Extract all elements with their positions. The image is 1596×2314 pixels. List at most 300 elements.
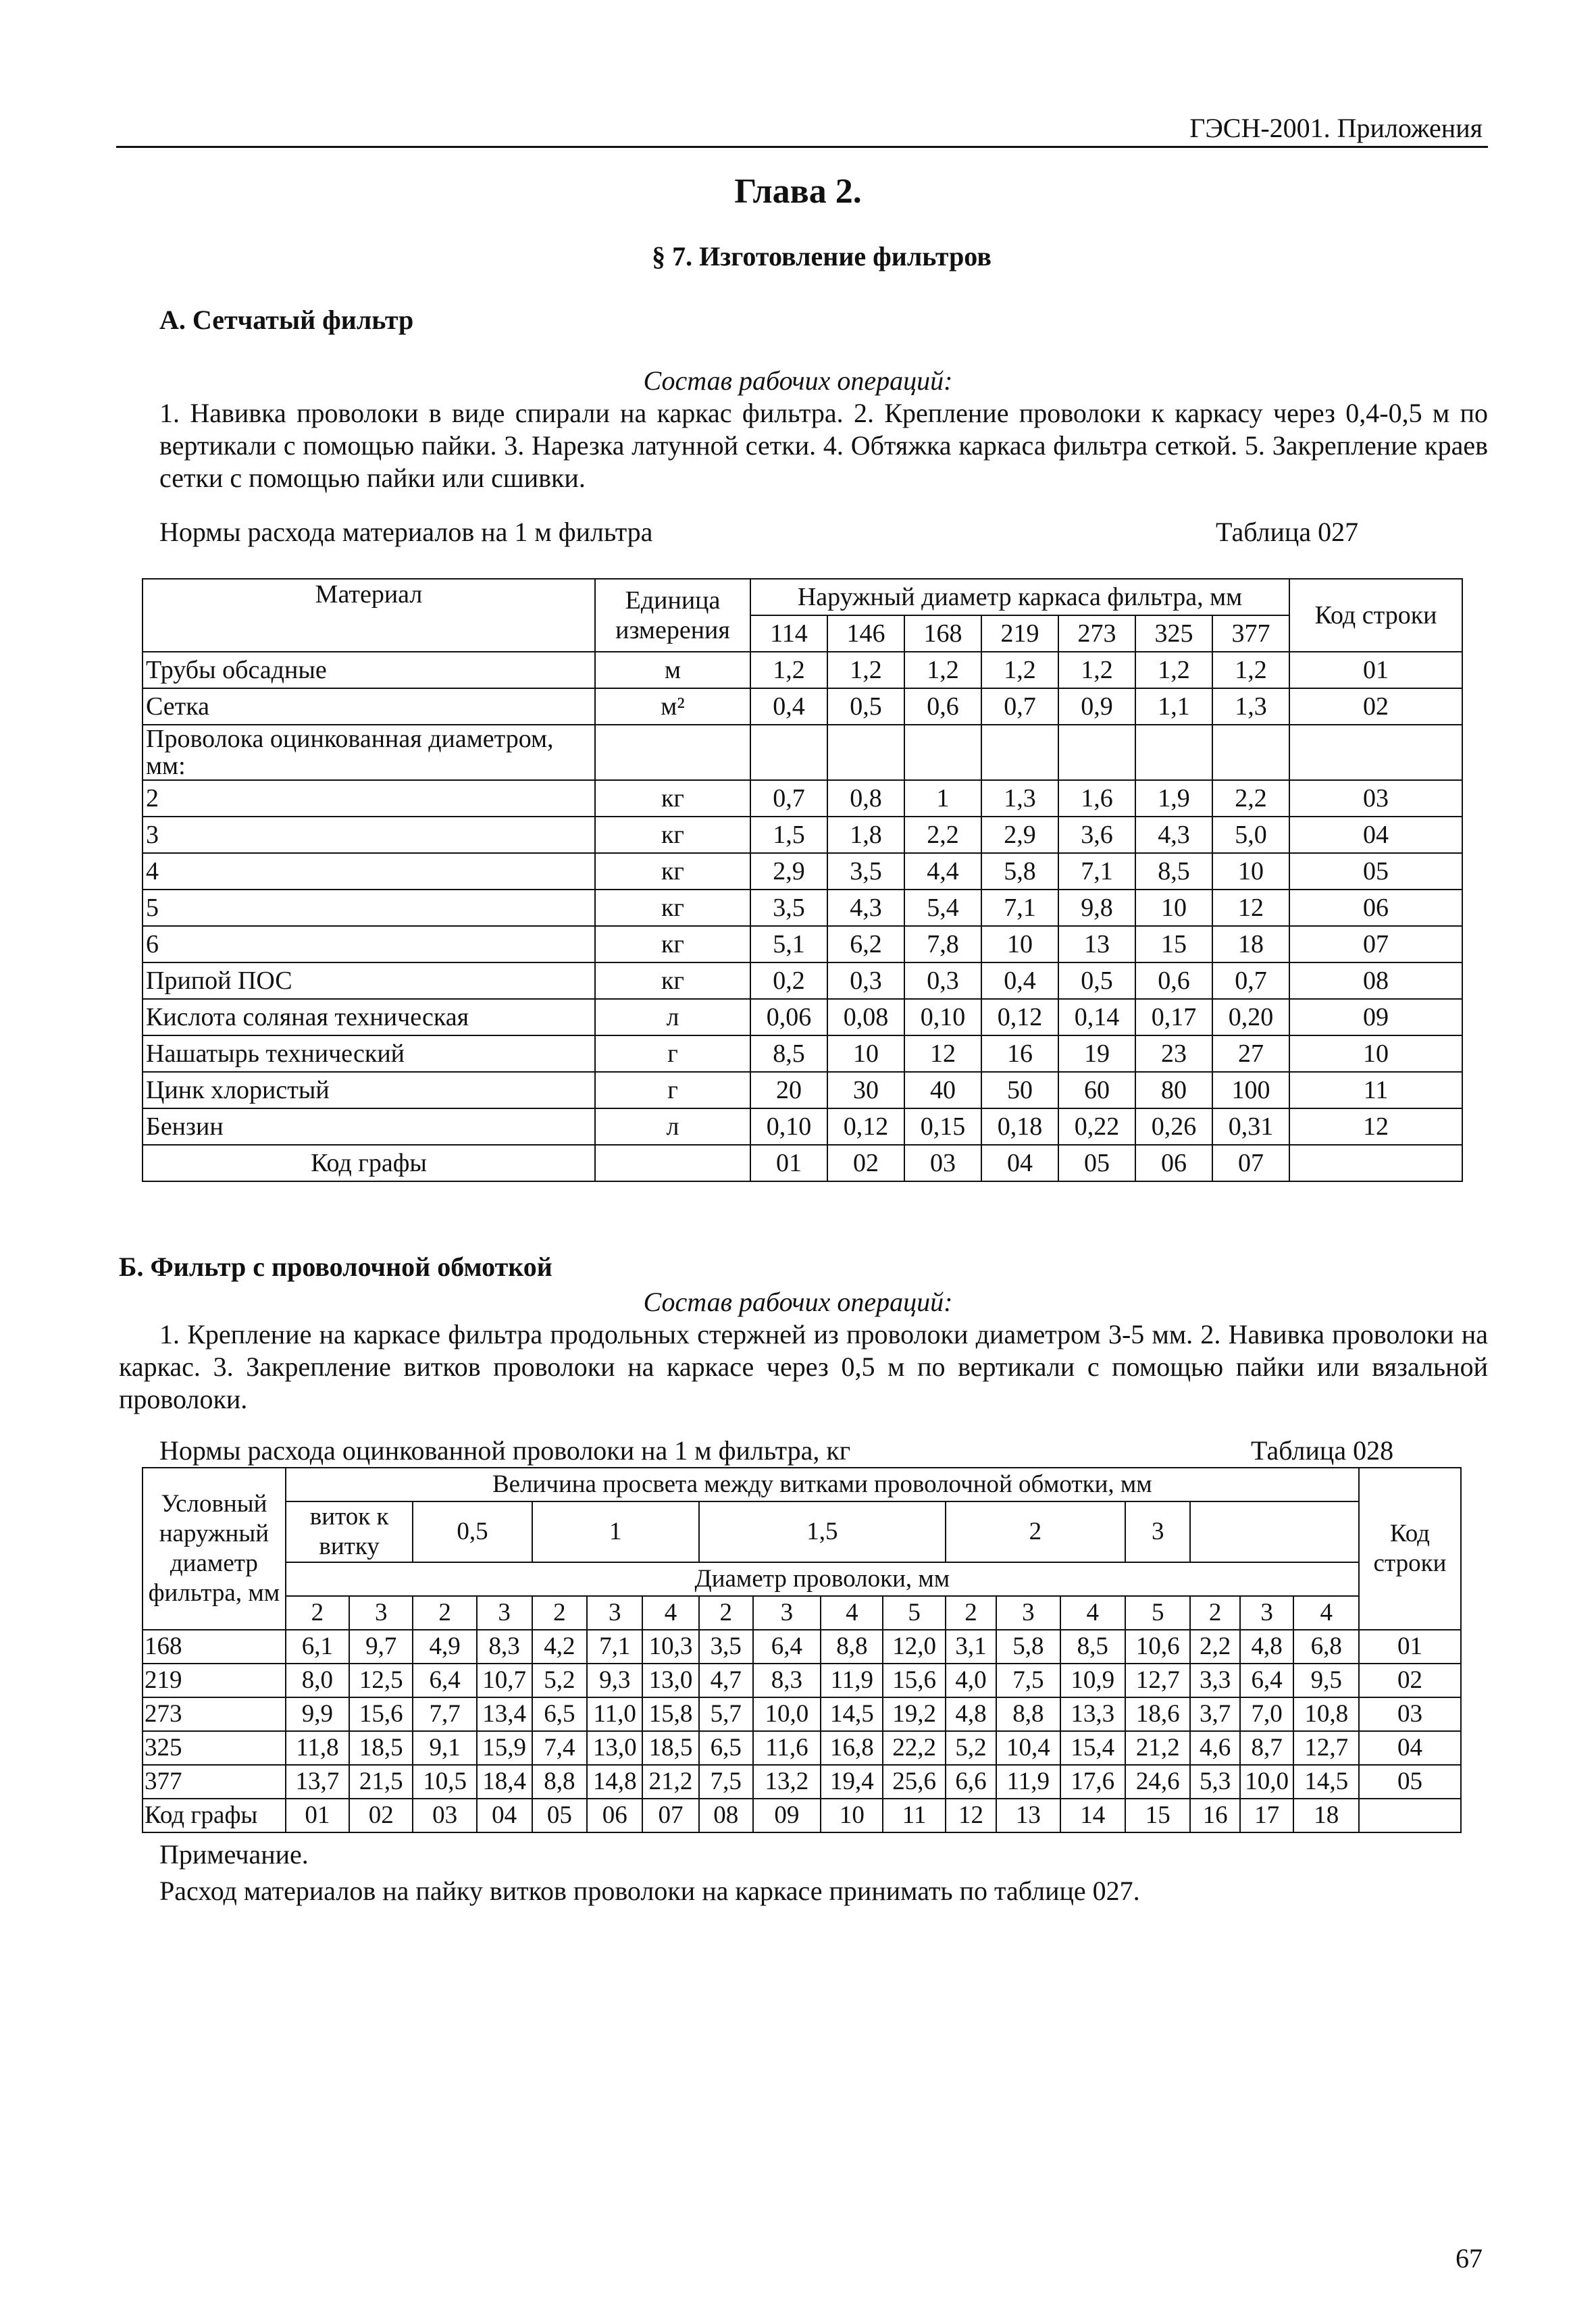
value-cell: 18,5 xyxy=(349,1731,413,1765)
value-cell: 15,6 xyxy=(349,1697,413,1731)
value-cell: 24,6 xyxy=(1125,1765,1190,1799)
row-code-cell: 05 xyxy=(1289,853,1462,890)
column-code-cell: 08 xyxy=(699,1799,753,1832)
value-cell: 0,06 xyxy=(750,999,827,1035)
value-cell: 15,9 xyxy=(477,1731,532,1765)
value-cell: 19,2 xyxy=(883,1697,945,1731)
table-028 xyxy=(142,1467,1462,1833)
value-cell xyxy=(750,725,827,780)
chapter-title: Глава 2. xyxy=(734,172,862,211)
value-cell: 1,2 xyxy=(981,652,1058,688)
header-nominal-diameter: Условный наружный диаметр фильтра, мм xyxy=(143,1468,286,1630)
value-cell: 8,3 xyxy=(753,1664,821,1697)
wire-diameter-header: 5 xyxy=(883,1596,945,1630)
row-code-cell: 09 xyxy=(1289,999,1462,1035)
wire-diameter-header: 2 xyxy=(532,1596,588,1630)
value-cell: 0,20 xyxy=(1212,999,1289,1035)
value-cell xyxy=(981,725,1058,780)
value-cell: 1,2 xyxy=(1135,652,1212,688)
value-cell: 8,0 xyxy=(286,1664,349,1697)
value-cell: 6,6 xyxy=(946,1765,996,1799)
value-cell: 4,0 xyxy=(946,1664,996,1697)
value-cell: 4,6 xyxy=(1190,1731,1239,1765)
value-cell: 2,9 xyxy=(750,853,827,890)
value-cell: 7,5 xyxy=(996,1664,1060,1697)
column-code-cell: 03 xyxy=(904,1145,981,1181)
value-cell: 5,1 xyxy=(750,926,827,962)
nominal-diameter-cell: 377 xyxy=(143,1765,286,1799)
column-code-cell: 07 xyxy=(642,1799,699,1832)
nominal-diameter-cell: 273 xyxy=(143,1697,286,1731)
column-code-cell: 07 xyxy=(1212,1145,1289,1181)
row-code-cell: 01 xyxy=(1289,652,1462,688)
value-cell: 10 xyxy=(1135,890,1212,926)
material-cell: 4 xyxy=(143,853,595,890)
wire-diameter-header: 3 xyxy=(1240,1596,1294,1630)
value-cell: 10,8 xyxy=(1293,1697,1359,1731)
value-cell: 12 xyxy=(904,1035,981,1072)
value-cell: 4,2 xyxy=(532,1630,588,1664)
column-code-cell: 01 xyxy=(286,1799,349,1832)
value-cell: 5,0 xyxy=(1212,817,1289,853)
value-cell: 1,2 xyxy=(827,652,904,688)
value-cell: 14,5 xyxy=(1293,1765,1359,1799)
value-cell: 10 xyxy=(827,1035,904,1072)
value-cell: 0,7 xyxy=(981,688,1058,725)
value-cell: 3,5 xyxy=(750,890,827,926)
value-cell: 3,3 xyxy=(1190,1664,1239,1697)
table-row xyxy=(143,1765,1461,1799)
row-code-cell: 07 xyxy=(1289,926,1462,962)
value-cell: 6,4 xyxy=(413,1664,476,1697)
material-cell: 2 xyxy=(143,780,595,817)
row-code-cell: 11 xyxy=(1289,1072,1462,1108)
value-cell: 4,3 xyxy=(1135,817,1212,853)
value-cell: 11,0 xyxy=(587,1697,642,1731)
nominal-diameter-cell: 219 xyxy=(143,1664,286,1697)
value-cell: 8,8 xyxy=(996,1697,1060,1731)
value-cell: 3,7 xyxy=(1190,1697,1239,1731)
wire-diameter-header: 3 xyxy=(996,1596,1060,1630)
wire-diameter-header: 2 xyxy=(1190,1596,1239,1630)
header-material: Материал xyxy=(143,579,595,652)
material-cell: Кислота соляная техническая xyxy=(143,999,595,1035)
value-cell: 7,1 xyxy=(587,1630,642,1664)
value-cell: 2,9 xyxy=(981,817,1058,853)
wire-diameter-header: 2 xyxy=(946,1596,996,1630)
column-code-cell: 04 xyxy=(981,1145,1058,1181)
value-cell: 1,3 xyxy=(981,780,1058,817)
column-code-cell: 09 xyxy=(753,1799,821,1832)
diameter-header: 273 xyxy=(1058,615,1135,652)
value-cell: 15,6 xyxy=(883,1664,945,1697)
column-code-cell: 05 xyxy=(532,1799,588,1832)
wire-diameter-header: 3 xyxy=(753,1596,821,1630)
value-cell: 0,7 xyxy=(750,780,827,817)
wire-diameter-header: 3 xyxy=(477,1596,532,1630)
table-row xyxy=(143,817,1462,853)
value-cell: 9,5 xyxy=(1293,1664,1359,1697)
column-code-cell: 04 xyxy=(477,1799,532,1832)
value-cell: 7,5 xyxy=(699,1765,753,1799)
value-cell: 10,5 xyxy=(413,1765,476,1799)
value-cell: 4,9 xyxy=(413,1630,476,1664)
running-title: ГЭСН-2001. Приложения xyxy=(1189,113,1483,143)
table-row xyxy=(143,1072,1462,1108)
value-cell: 0,12 xyxy=(827,1108,904,1145)
row-code-cell xyxy=(1289,725,1462,780)
value-cell: 5,2 xyxy=(532,1664,588,1697)
value-cell: 0,2 xyxy=(750,962,827,999)
value-cell: 0,12 xyxy=(981,999,1058,1035)
table-row xyxy=(143,688,1462,725)
gap-header: 1,5 xyxy=(699,1501,946,1562)
footer-empty xyxy=(1289,1145,1462,1181)
header-wire-diameter: Диаметр проволоки, мм xyxy=(286,1562,1359,1596)
value-cell: 5,8 xyxy=(996,1630,1060,1664)
value-cell: 25,6 xyxy=(883,1765,945,1799)
value-cell: 0,3 xyxy=(904,962,981,999)
value-cell: 5,4 xyxy=(904,890,981,926)
value-cell: 1,5 xyxy=(750,817,827,853)
column-code-cell: 17 xyxy=(1240,1799,1294,1832)
section-title: § 7. Изготовление фильтров xyxy=(652,241,992,272)
value-cell: 8,5 xyxy=(750,1035,827,1072)
value-cell: 12,0 xyxy=(883,1630,945,1664)
value-cell: 21,2 xyxy=(1125,1731,1190,1765)
unit-cell: г xyxy=(595,1035,750,1072)
value-cell xyxy=(827,725,904,780)
value-cell: 9,7 xyxy=(349,1630,413,1664)
diameter-header: 325 xyxy=(1135,615,1212,652)
value-cell: 6,5 xyxy=(532,1697,588,1731)
value-cell: 1,6 xyxy=(1058,780,1135,817)
column-code-cell: 03 xyxy=(413,1799,476,1832)
value-cell: 16,8 xyxy=(821,1731,883,1765)
gap-header: 0,5 xyxy=(413,1501,532,1562)
value-cell: 16 xyxy=(981,1035,1058,1072)
value-cell: 8,7 xyxy=(1240,1731,1294,1765)
value-cell: 8,5 xyxy=(1135,853,1212,890)
value-cell: 10,9 xyxy=(1060,1664,1125,1697)
diameter-header: 377 xyxy=(1212,615,1289,652)
value-cell: 0,14 xyxy=(1058,999,1135,1035)
table-027 xyxy=(142,578,1463,1182)
value-cell: 8,3 xyxy=(477,1630,532,1664)
value-cell xyxy=(1058,725,1135,780)
unit-cell: кг xyxy=(595,962,750,999)
row-code-cell: 04 xyxy=(1289,817,1462,853)
header-diameter: Наружный диаметр каркаса фильтра, мм xyxy=(750,579,1289,615)
value-cell: 20 xyxy=(750,1072,827,1108)
value-cell: 4,4 xyxy=(904,853,981,890)
part-b-ops-text: 1. Крепление на каркасе фильтра продольных стержней из проволоки диаметром 3-5 мм. 2. Навивка проволоки на каркас. 3. Закрепление витков проволоки на каркасе через 0,5 м по вертикали с помощью пайки или вязальной проволоки. xyxy=(119,1319,1488,1414)
gap-header: 3 xyxy=(1125,1501,1190,1562)
value-cell: 9,9 xyxy=(286,1697,349,1731)
value-cell: 10 xyxy=(1212,853,1289,890)
row-code-cell: 02 xyxy=(1289,688,1462,725)
diameter-header: 168 xyxy=(904,615,981,652)
header-code: Код строки xyxy=(1359,1468,1461,1630)
material-cell: 5 xyxy=(143,890,595,926)
value-cell: 15,4 xyxy=(1060,1731,1125,1765)
material-cell: Нашатырь технический xyxy=(143,1035,595,1072)
value-cell: 0,22 xyxy=(1058,1108,1135,1145)
value-cell: 4,8 xyxy=(1240,1630,1294,1664)
value-cell: 0,18 xyxy=(981,1108,1058,1145)
table-row xyxy=(143,1664,1461,1697)
value-cell: 5,8 xyxy=(981,853,1058,890)
value-cell: 19,4 xyxy=(821,1765,883,1799)
value-cell: 0,17 xyxy=(1135,999,1212,1035)
value-cell: 11,9 xyxy=(996,1765,1060,1799)
unit-cell: л xyxy=(595,999,750,1035)
unit-cell: м² xyxy=(595,688,750,725)
value-cell: 4,7 xyxy=(699,1664,753,1697)
value-cell: 18,6 xyxy=(1125,1697,1190,1731)
header-unit: Единица измерения xyxy=(595,579,750,652)
value-cell: 9,3 xyxy=(587,1664,642,1697)
value-cell: 100 xyxy=(1212,1072,1289,1108)
value-cell: 10,6 xyxy=(1125,1630,1190,1664)
value-cell: 5,2 xyxy=(946,1731,996,1765)
value-cell: 11,8 xyxy=(286,1731,349,1765)
table-027-caption: Нормы расхода материалов на 1 м фильтра xyxy=(159,517,653,547)
table-028-number: Таблица 028 xyxy=(1251,1435,1394,1466)
value-cell: 14,8 xyxy=(587,1765,642,1799)
value-cell: 11,6 xyxy=(753,1731,821,1765)
column-code-cell: 18 xyxy=(1293,1799,1359,1832)
row-code-cell: 03 xyxy=(1289,780,1462,817)
column-code-cell: 10 xyxy=(821,1799,883,1832)
value-cell: 12,7 xyxy=(1293,1731,1359,1765)
value-cell: 9,1 xyxy=(413,1731,476,1765)
footer-label: Код графы xyxy=(143,1799,286,1832)
table-row xyxy=(143,1035,1462,1072)
column-code-cell: 06 xyxy=(1135,1145,1212,1181)
value-cell: 0,3 xyxy=(827,962,904,999)
part-a-title: А. Сетчатый фильтр xyxy=(159,305,414,335)
value-cell: 3,1 xyxy=(946,1630,996,1664)
value-cell: 27 xyxy=(1212,1035,1289,1072)
column-code-cell: 12 xyxy=(946,1799,996,1832)
value-cell: 10,0 xyxy=(753,1697,821,1731)
value-cell: 12,7 xyxy=(1125,1664,1190,1697)
nominal-diameter-cell: 325 xyxy=(143,1731,286,1765)
value-cell: 0,5 xyxy=(827,688,904,725)
table-row xyxy=(143,1108,1462,1145)
material-cell: Припой ПОС xyxy=(143,962,595,999)
unit-cell: кг xyxy=(595,817,750,853)
material-cell: 3 xyxy=(143,817,595,853)
value-cell: 0,31 xyxy=(1212,1108,1289,1145)
value-cell: 11,9 xyxy=(821,1664,883,1697)
value-cell: 3,6 xyxy=(1058,817,1135,853)
table-row xyxy=(143,962,1462,999)
part-a-ops-title: Состав рабочих операций: xyxy=(643,365,953,396)
table-027-number: Таблица 027 xyxy=(1216,517,1359,547)
wire-diameter-header: 2 xyxy=(699,1596,753,1630)
value-cell: 10,0 xyxy=(1240,1765,1294,1799)
material-cell: Трубы обсадные xyxy=(143,652,595,688)
value-cell xyxy=(1135,725,1212,780)
column-code-cell: 16 xyxy=(1190,1799,1239,1832)
value-cell: 0,08 xyxy=(827,999,904,1035)
column-code-cell: 05 xyxy=(1058,1145,1135,1181)
diameter-header: 146 xyxy=(827,615,904,652)
column-code-cell: 11 xyxy=(883,1799,945,1832)
value-cell: 0,5 xyxy=(1058,962,1135,999)
footer-empty xyxy=(1359,1799,1461,1832)
column-code-cell: 06 xyxy=(587,1799,642,1832)
value-cell: 19 xyxy=(1058,1035,1135,1072)
value-cell: 12 xyxy=(1212,890,1289,926)
value-cell: 1,9 xyxy=(1135,780,1212,817)
value-cell: 6,4 xyxy=(753,1630,821,1664)
wire-diameter-header: 4 xyxy=(642,1596,699,1630)
value-cell: 18 xyxy=(1212,926,1289,962)
footer-label: Код графы xyxy=(143,1145,595,1181)
value-cell: 10,7 xyxy=(477,1664,532,1697)
value-cell: 4,3 xyxy=(827,890,904,926)
wire-diameter-header: 4 xyxy=(1060,1596,1125,1630)
unit-cell: м xyxy=(595,652,750,688)
value-cell: 2,2 xyxy=(1212,780,1289,817)
nominal-diameter-cell: 168 xyxy=(143,1630,286,1664)
value-cell: 9,8 xyxy=(1058,890,1135,926)
value-cell: 18,5 xyxy=(642,1731,699,1765)
value-cell: 17,6 xyxy=(1060,1765,1125,1799)
value-cell: 0,6 xyxy=(1135,962,1212,999)
value-cell: 6,4 xyxy=(1240,1664,1294,1697)
value-cell: 2,2 xyxy=(1190,1630,1239,1664)
gap-header: 1 xyxy=(532,1501,699,1562)
column-code-cell: 14 xyxy=(1060,1799,1125,1832)
table-row xyxy=(143,1731,1461,1765)
value-cell: 1,3 xyxy=(1212,688,1289,725)
row-code-cell: 04 xyxy=(1359,1731,1461,1765)
value-cell: 21,5 xyxy=(349,1765,413,1799)
column-code-cell: 13 xyxy=(996,1799,1060,1832)
value-cell: 8,8 xyxy=(821,1630,883,1664)
value-cell: 15,8 xyxy=(642,1697,699,1731)
row-code-cell: 06 xyxy=(1289,890,1462,926)
part-b-title: Б. Фильтр с проволочной обмоткой xyxy=(119,1252,552,1282)
row-code-cell: 08 xyxy=(1289,962,1462,999)
table-row xyxy=(143,780,1462,817)
wire-diameter-header: 2 xyxy=(413,1596,476,1630)
wire-diameter-header: 4 xyxy=(821,1596,883,1630)
note-title: Примечание. xyxy=(159,1839,309,1870)
value-cell: 0,4 xyxy=(750,688,827,725)
value-cell: 10,3 xyxy=(642,1630,699,1664)
value-cell: 4,8 xyxy=(946,1697,996,1731)
value-cell: 7,0 xyxy=(1240,1697,1294,1731)
column-code-cell: 02 xyxy=(349,1799,413,1832)
value-cell: 1,8 xyxy=(827,817,904,853)
wire-diameter-header: 3 xyxy=(349,1596,413,1630)
value-cell: 1,2 xyxy=(1058,652,1135,688)
value-cell: 10 xyxy=(981,926,1058,962)
row-code-cell: 02 xyxy=(1359,1664,1461,1697)
header-gap: Величина просвета между витками проволочной обмотки, мм xyxy=(286,1468,1359,1501)
column-code-cell: 01 xyxy=(750,1145,827,1181)
value-cell: 0,9 xyxy=(1058,688,1135,725)
value-cell: 7,1 xyxy=(1058,853,1135,890)
value-cell: 21,2 xyxy=(642,1765,699,1799)
table-028-caption: Нормы расхода оцинкованной проволоки на 1 м фильтра, кг xyxy=(159,1435,851,1466)
gap-header: 2 xyxy=(946,1501,1125,1562)
value-cell: 1,2 xyxy=(1212,652,1289,688)
value-cell: 6,1 xyxy=(286,1630,349,1664)
value-cell: 0,4 xyxy=(981,962,1058,999)
value-cell: 14,5 xyxy=(821,1697,883,1731)
value-cell: 0,15 xyxy=(904,1108,981,1145)
value-cell: 80 xyxy=(1135,1072,1212,1108)
header-turn-to-turn: виток к витку xyxy=(286,1501,413,1562)
value-cell: 40 xyxy=(904,1072,981,1108)
value-cell: 13,0 xyxy=(642,1664,699,1697)
wire-diameter-header: 3 xyxy=(587,1596,642,1630)
value-cell: 0,7 xyxy=(1212,962,1289,999)
value-cell: 30 xyxy=(827,1072,904,1108)
material-cell: 6 xyxy=(143,926,595,962)
unit-cell xyxy=(595,725,750,780)
wire-diameter-header: 4 xyxy=(1293,1596,1359,1630)
value-cell: 0,26 xyxy=(1135,1108,1212,1145)
value-cell: 13 xyxy=(1058,926,1135,962)
row-code-cell: 10 xyxy=(1289,1035,1462,1072)
unit-cell: кг xyxy=(595,926,750,962)
value-cell: 7,8 xyxy=(904,926,981,962)
value-cell: 6,2 xyxy=(827,926,904,962)
value-cell: 15 xyxy=(1135,926,1212,962)
value-cell: 0,8 xyxy=(827,780,904,817)
value-cell: 23 xyxy=(1135,1035,1212,1072)
value-cell: 18,4 xyxy=(477,1765,532,1799)
column-code-cell: 02 xyxy=(827,1145,904,1181)
value-cell: 12,5 xyxy=(349,1664,413,1697)
diameter-header: 114 xyxy=(750,615,827,652)
header-rule xyxy=(116,146,1488,148)
table-row xyxy=(143,926,1462,962)
value-cell: 13,4 xyxy=(477,1697,532,1731)
header-code: Код строки xyxy=(1289,579,1462,652)
diameter-header: 219 xyxy=(981,615,1058,652)
material-cell: Цинк хлористый xyxy=(143,1072,595,1108)
value-cell: 13,3 xyxy=(1060,1697,1125,1731)
material-cell: Проволока оцинкованная диаметром, мм: xyxy=(143,725,595,780)
value-cell: 7,7 xyxy=(413,1697,476,1731)
value-cell: 10,4 xyxy=(996,1731,1060,1765)
value-cell xyxy=(904,725,981,780)
row-code-cell: 05 xyxy=(1359,1765,1461,1799)
value-cell: 1 xyxy=(904,780,981,817)
value-cell: 1,2 xyxy=(904,652,981,688)
column-code-cell: 15 xyxy=(1125,1799,1190,1832)
row-code-cell: 03 xyxy=(1359,1697,1461,1731)
table-row xyxy=(143,725,1462,780)
material-cell: Бензин xyxy=(143,1108,595,1145)
unit-cell: кг xyxy=(595,853,750,890)
value-cell: 0,6 xyxy=(904,688,981,725)
value-cell: 5,3 xyxy=(1190,1765,1239,1799)
value-cell: 0,10 xyxy=(750,1108,827,1145)
table-row xyxy=(143,890,1462,926)
value-cell: 13,2 xyxy=(753,1765,821,1799)
value-cell: 2,2 xyxy=(904,817,981,853)
value-cell: 5,7 xyxy=(699,1697,753,1731)
